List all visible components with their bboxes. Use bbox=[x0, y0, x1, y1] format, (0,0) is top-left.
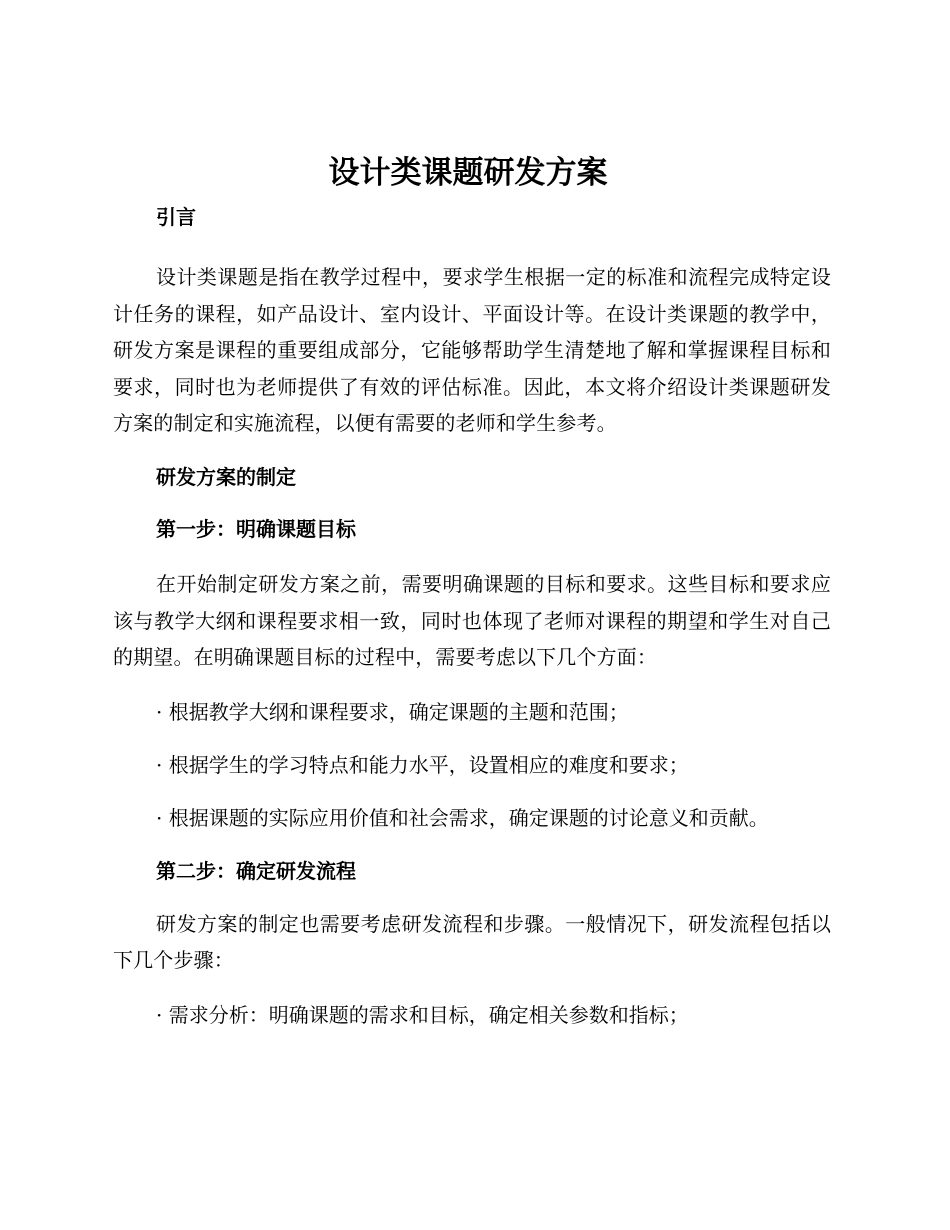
section-heading: 研发方案的制定 bbox=[156, 464, 296, 489]
step1-bullet-item: · 根据课题的实际应用价值和社会需求，确定课题的讨论意义和贡献。 bbox=[156, 805, 769, 830]
step2-bullet-item: · 需求分析：明确课题的需求和目标，确定相关参数和指标； bbox=[156, 1002, 689, 1027]
document-page bbox=[113, 150, 831, 1030]
step2-paragraph: 研发方案的制定也需要考虑研发流程和步骤。一般情况下，研发流程包括以下几个步骤： bbox=[113, 911, 831, 973]
step1-bullet-item: · 根据学生的学习特点和能力水平，设置相应的难度和要求； bbox=[156, 752, 689, 777]
intro-heading: 引言 bbox=[156, 205, 196, 229]
step1-heading: 第一步：明确课题目标 bbox=[156, 516, 356, 541]
step2-heading: 第二步：确定研发流程 bbox=[156, 858, 356, 883]
document-title: 设计类课题研发方案 bbox=[328, 155, 608, 191]
intro-paragraph: 设计类课题是指在教学过程中，要求学生根据一定的标准和流程完成特定设计任务的课程，如产品设计、室内设计、平面设计等。在设计类课题的教学中，研发方案是课程的重要组成部分，它能够帮助学生清楚地了解和掌握课程目标和要求，同时也为老师提供了有效的评估标准。因此，本文将介绍设计类课题研发方案的制定和实施流程，以便有需要的老师和学生参考。 bbox=[113, 265, 831, 436]
step1-paragraph: 在开始制定研发方案之前，需要明确课题的目标和要求。这些目标和要求应该与教学大纲和课程要求相一致，同时也体现了老师对课程的期望和学生对自己的期望。在明确课题目标的过程中，需要考虑以下几个方面： bbox=[113, 571, 831, 670]
step1-bullet-item: · 根据教学大纲和课程要求，确定课题的主题和范围； bbox=[156, 699, 629, 724]
